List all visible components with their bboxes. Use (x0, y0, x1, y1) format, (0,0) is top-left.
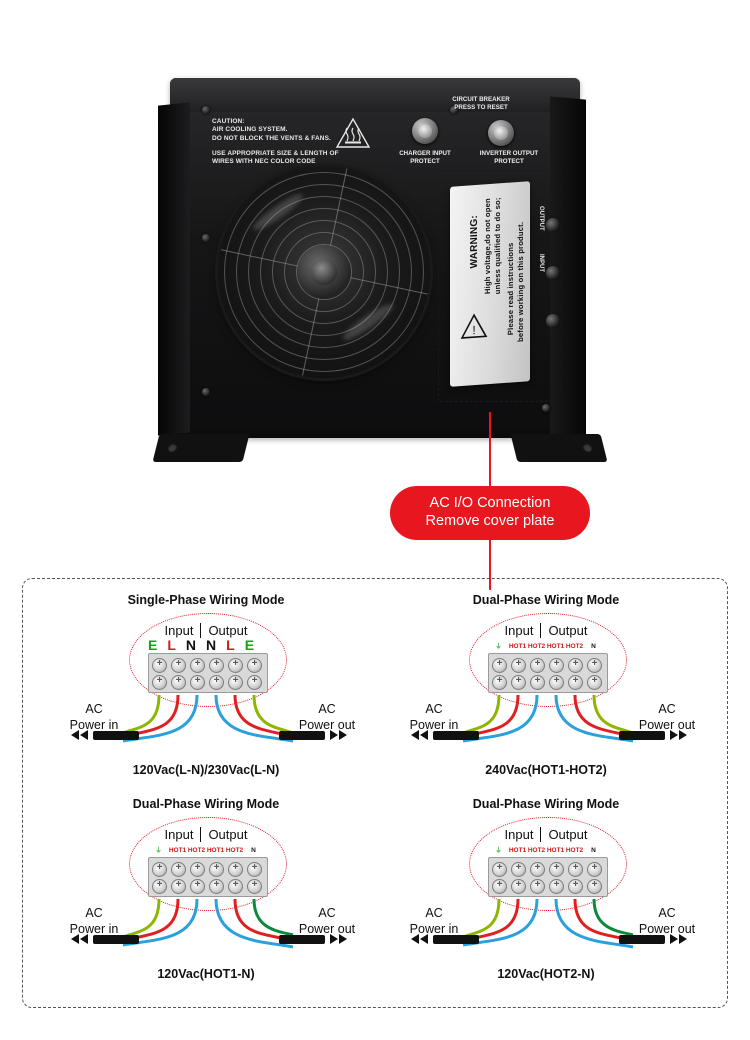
chassis-left-panel (158, 102, 190, 435)
inverter-photo (150, 58, 610, 458)
wiring-cell-dual-phase-hot1-n (31, 791, 381, 999)
ac-in-line1: AC (85, 906, 103, 920)
terminal-letter: E (147, 637, 168, 653)
ac-power-in-label (61, 701, 127, 733)
chassis-screw (202, 388, 210, 396)
chassis-screw (202, 234, 210, 242)
terminal-letter: L (167, 637, 186, 653)
hot-label: HOT1 (508, 643, 527, 650)
hot-label: N (591, 847, 596, 854)
svg-text:!: ! (472, 323, 476, 338)
terminal-letter: N (185, 637, 206, 653)
hot-label: HOT1 (206, 847, 225, 854)
cell-title: Dual-Phase Wiring Mode (472, 797, 620, 811)
ac-out-line1: AC (318, 906, 336, 920)
cover-warning-line4: before working on this product. (516, 221, 525, 343)
cover-warning-line1: High voltage,do not open (483, 197, 492, 295)
ac-in-line2: Power in (409, 922, 459, 936)
caution-line-4: USE APPROPRIATE SIZE & LENGTH OF (212, 149, 339, 157)
inverter-output-breaker-button[interactable] (488, 120, 514, 146)
hot-label: HOT2 (187, 847, 206, 854)
ac-in-line1: AC (425, 906, 443, 920)
wiring-cell-dual-phase-240 (371, 587, 721, 795)
ac-out-line1: AC (658, 906, 676, 920)
cover-warning-line2: unless qualified to do so; (493, 197, 502, 295)
output-port[interactable] (546, 218, 560, 232)
hot-label: HOT1 (546, 643, 565, 650)
ac-out-line1: AC (318, 702, 336, 716)
hot-label: HOT2 (527, 847, 546, 854)
charger-protect-label: PROTECT (410, 157, 440, 165)
ac-power-out-label (629, 905, 705, 937)
voltage-label: 240Vac(HOT1-HOT2) (485, 763, 607, 777)
callout-badge (390, 486, 590, 540)
input-label: Input (164, 827, 194, 842)
hot-label: HOT2 (565, 643, 584, 650)
ac-in-line2: Power in (69, 718, 119, 732)
hot-surface-icon (335, 116, 371, 150)
ac-power-out-label (289, 701, 365, 733)
hot-label: HOT2 (565, 847, 584, 854)
hot-label: HOT1 (546, 847, 565, 854)
input-port-label: INPUT (538, 254, 544, 272)
caution-line-3: DO NOT BLOCK THE VENTS & FANS. (212, 134, 331, 142)
ac-in-line2: Power in (409, 718, 459, 732)
mounting-foot-left (153, 434, 250, 462)
terminal-hot-row: ⏚ HOT1 HOT2 HOT1 HOT2 N (31, 845, 381, 854)
hot-label: N (251, 847, 256, 854)
voltage-label: 120Vac(HOT1-N) (157, 967, 255, 981)
warning-triangle-icon (460, 312, 488, 340)
hot-label: HOT2 (527, 643, 546, 650)
circuit-breaker-label-line1: CIRCUIT BREAKER (452, 96, 510, 103)
hot-label: N (591, 643, 596, 650)
chassis-screw (202, 106, 210, 114)
ac-cover-plate[interactable] (450, 181, 530, 387)
callout-line-2: Remove cover plate (425, 513, 555, 529)
cell-title: Dual-Phase Wiring Mode (472, 593, 620, 607)
caution-line-1: CAUTION: (212, 118, 245, 125)
ac-out-line2: Power out (638, 718, 696, 732)
output-label: Output (208, 827, 248, 842)
terminal-letter: N (206, 637, 227, 653)
terminal-letter: E (244, 637, 265, 653)
caution-line-2: AIR COOLING SYSTEM. (212, 126, 288, 134)
ac-out-line1: AC (658, 702, 676, 716)
hot-label: HOT2 (225, 847, 244, 854)
ac-out-line2: Power out (638, 922, 696, 936)
terminal-hot-row: ⏚ HOT1 HOT2 HOT1 HOT2 N (371, 641, 721, 650)
voltage-label: 120Vac(HOT2-N) (497, 967, 595, 981)
output-label: Output (548, 827, 588, 842)
ac-in-line1: AC (85, 702, 103, 716)
hot-label: HOT1 (508, 847, 527, 854)
ac-power-out-label (629, 701, 705, 733)
voltage-label: 120Vac(L-N)/230Vac(L-N) (132, 763, 280, 777)
terminal-letter: L (226, 637, 245, 653)
input-label: Input (164, 623, 194, 638)
cover-warning-title: WARNING: (469, 214, 480, 269)
wiring-modes-panel (22, 578, 728, 1008)
wiring-cell-single-phase (31, 587, 381, 795)
hot-label: HOT1 (168, 847, 187, 854)
input-label: Input (504, 623, 534, 638)
terminal-hot-row: ⏚ HOT1 HOT2 HOT1 HOT2 N (371, 845, 721, 854)
ac-out-line2: Power out (298, 718, 356, 732)
input-port[interactable] (546, 266, 560, 280)
ac-in-line1: AC (425, 702, 443, 716)
cooling-fan-grille (218, 166, 430, 378)
circuit-breaker-label-line2: PRESS TO RESET (454, 103, 508, 111)
ac-power-out-label (289, 905, 365, 937)
mounting-foot-right (511, 434, 608, 462)
ac-power-in-label (401, 701, 467, 733)
wiring-cell-dual-phase-hot2-n (371, 791, 721, 999)
cell-title: Single-Phase Wiring Mode (127, 593, 285, 607)
inverter-output-label: INVERTER OUTPUT (479, 150, 539, 157)
ac-power-in-label (401, 905, 467, 937)
cover-warning-line3: Please read instructions (506, 242, 515, 336)
io-port-column (546, 218, 566, 362)
charger-input-label: CHARGER INPUT (399, 150, 451, 157)
cell-title: Dual-Phase Wiring Mode (132, 797, 280, 811)
caution-line-5: WIRES WITH NEC COLOR CODE (212, 158, 316, 166)
inverter-protect-label: PROTECT (494, 157, 524, 165)
charger-input-breaker-button[interactable] (412, 118, 438, 144)
ac-out-line2: Power out (298, 922, 356, 936)
chassis-screw (542, 404, 550, 412)
output-label: Output (208, 623, 248, 638)
ac-in-line2: Power in (69, 922, 119, 936)
callout-line-1: AC I/O Connection (429, 495, 551, 511)
output-label: Output (548, 623, 588, 638)
aux-port[interactable] (546, 314, 560, 328)
callout-connector-top (489, 412, 491, 486)
ac-power-in-label (61, 905, 127, 937)
output-port-label: OUTPUT (538, 206, 544, 231)
input-label: Input (504, 827, 534, 842)
